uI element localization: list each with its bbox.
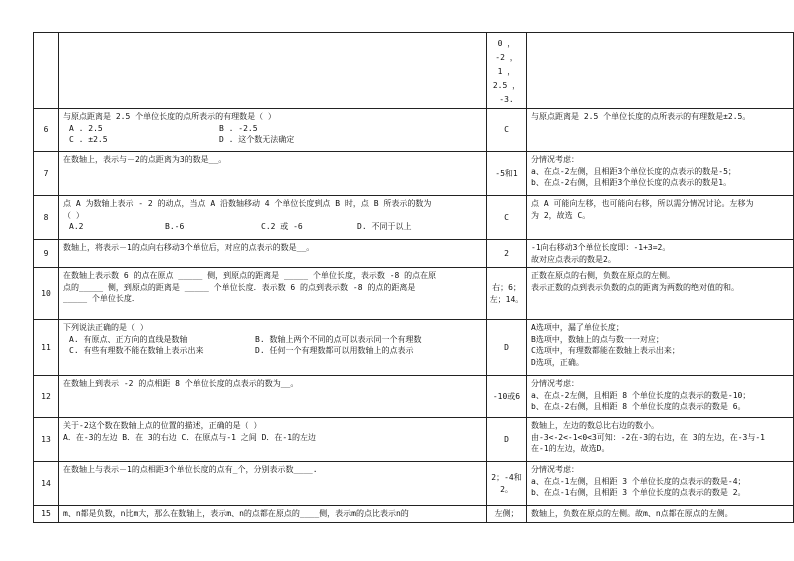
explanation-cell	[527, 376, 794, 418]
answer-text: 1 ，	[497, 67, 516, 76]
question-text: m、n都是负数，n比m大，那么在数轴上，表示m、n的点都在原点的____侧，表示m的点比表示n的	[63, 509, 409, 518]
question-cell	[59, 196, 487, 240]
question-number: 14	[34, 462, 59, 506]
explanation-cell	[527, 152, 794, 196]
option-row	[63, 123, 482, 135]
explanation-text: 分情况考虑：	[531, 465, 579, 474]
question-cell	[59, 109, 487, 152]
answer-text: 左；14。	[489, 294, 524, 304]
answer-cell	[487, 418, 527, 462]
question-number: 9	[34, 240, 59, 268]
explanation-text: D选项，正确。	[531, 357, 584, 367]
question-text: 在数轴上，表示与－2的点距离为3的数是__。	[63, 155, 227, 164]
table-row	[34, 462, 794, 506]
option-text: A. 有原点、正方向的直线是数轴	[69, 334, 188, 344]
answer-text: D	[504, 342, 509, 352]
question-text: 关于-2这个数在数轴上点的位置的描述，正确的是（ ）	[63, 421, 262, 430]
explanation-text: b、在点-2右侧，且相距3个单位长度的点表示的数是1。	[531, 178, 732, 187]
explanation-text: 表示正数的点到表示负数的点的距离为两数的绝对值的和。	[531, 282, 739, 292]
question-text: 在数轴上到表示 -2 的点相距 8 个单位长度的点表示的数为__。	[63, 379, 299, 388]
answer-cell	[487, 320, 527, 376]
question-text: 下列说法正确的是（ ）	[63, 323, 148, 332]
answer-cell	[487, 462, 527, 506]
answer-text: -3.	[499, 95, 514, 104]
answer-text: D	[504, 434, 509, 444]
explanation-text: 在-1的左边，故选D。	[531, 444, 610, 453]
explanation-cell	[527, 418, 794, 462]
explanation-text: 分情况考虑：	[531, 155, 579, 164]
option-text: D. 不同于以上	[357, 222, 412, 231]
table-row	[34, 109, 794, 152]
question-cell	[59, 418, 487, 462]
question-text: 与原点距离是 2.5 个单位长度的点所表示的有理数是（ ）	[63, 112, 276, 121]
explanation-text: b、在点-1右侧，且相距 3 个单位长度的点表示的数是 2。	[531, 488, 746, 497]
answer-text: C	[504, 212, 509, 222]
answer-text: -10或6	[492, 391, 521, 401]
explanation-text: B选项中，数轴上的点与数一一对应；	[531, 334, 664, 344]
question-text: A．在-3的左边 B．在 3的右边 C．在原点与-1 之间 D．在-1的左边	[63, 432, 317, 442]
answer-cell	[487, 240, 527, 268]
table-row	[34, 506, 794, 523]
table-row	[34, 320, 794, 376]
answer-text: 右；6；	[492, 283, 521, 292]
option-row	[63, 221, 482, 233]
question-cell	[59, 240, 487, 268]
explanation-text: 数轴上，负数在原点的左侧。故m、n点都在原点的左侧。	[531, 509, 733, 518]
table-row	[34, 418, 794, 462]
question-cell	[59, 320, 487, 376]
answer-text: 2；-4和	[491, 473, 522, 482]
answer-cell	[487, 152, 527, 196]
table-row	[34, 376, 794, 418]
explanation-text: 数轴上，左边的数总比右边的数小。	[531, 421, 659, 430]
question-text: 在数轴上与表示－1的点相距3个单位长度的点有_个，分别表示数____.	[63, 465, 318, 474]
option-row	[63, 334, 482, 346]
table-row	[34, 240, 794, 268]
option-text: C . ±2.5	[69, 135, 108, 144]
answer-cell	[487, 376, 527, 418]
answer-text: 2。	[500, 484, 513, 494]
option-text: B. 数轴上两个不同的点可以表示同一个有理数	[255, 334, 422, 344]
answer-table	[33, 32, 794, 523]
explanation-text: a、在点-2左侧，且相距 8 个单位长度的点表示的数是-10；	[531, 390, 751, 400]
explanation-cell	[527, 320, 794, 376]
answer-cell	[487, 196, 527, 240]
explanation-text: 正数在原点的右侧，负数在原点的左侧。	[531, 271, 675, 280]
question-text: _____ 个单位长度．	[63, 294, 140, 303]
explanation-cell	[527, 196, 794, 240]
table-row	[34, 152, 794, 196]
explanation-text: A选项中，漏了单位长度；	[531, 323, 624, 332]
question-number	[34, 33, 59, 109]
answer-text: 左侧；	[494, 509, 519, 519]
question-cell	[59, 268, 487, 320]
question-number: 8	[34, 196, 59, 240]
answer-text: -5和1	[495, 168, 518, 178]
explanation-text: C选项中，有理数都能在数轴上表示出来；	[531, 346, 680, 355]
option-text: D. 任何一个有理数都可以用数轴上的点表示	[255, 346, 414, 355]
table-row	[34, 33, 794, 109]
explanation-text: 与原点距离是 2.5 个单位长度的点所表示的有理数是±2.5。	[531, 112, 751, 121]
answer-text: -2 ，	[495, 53, 518, 62]
answer-text: 2.5 ，	[492, 81, 521, 90]
explanation-text: a、在点-2左侧，且相距3个单位长度的点表示的数是-5；	[531, 166, 736, 176]
question-text: 点的_____ 侧，到原点的距离是 _____ 个单位长度．表示数 6 的点到表示数 -8 的点的距离是	[63, 282, 416, 292]
explanation-cell	[527, 109, 794, 152]
explanation-text: 由-3<-2<-1<0<3可知：-2在-3的右边，在 3的左边，在-3与-1	[531, 432, 765, 442]
explanation-text: 点 A 可能向左移，也可能向右移，所以需分情况讨论。左移为	[531, 199, 754, 208]
question-cell	[59, 33, 487, 109]
question-cell	[59, 506, 487, 523]
question-number: 10	[34, 268, 59, 320]
explanation-text: 为 2，故选 C。	[531, 210, 591, 220]
answer-text: 0 ，	[497, 39, 516, 48]
explanation-text: -1向右移动3个单位长度即：-1+3=2。	[531, 243, 671, 252]
table-row	[34, 268, 794, 320]
explanation-cell	[527, 268, 794, 320]
explanation-cell	[527, 506, 794, 523]
answer-cell	[487, 268, 527, 320]
question-text: （ ）	[63, 210, 84, 220]
explanation-cell	[527, 462, 794, 506]
answer-text: 2	[504, 248, 509, 258]
table-row	[34, 196, 794, 240]
question-text: 点 A 为数轴上表示 - 2 的动点，当点 A 沿数轴移动 4 个单位长度到点 B 时，点 B 所表示的数为	[63, 199, 432, 208]
option-text: A.2	[69, 222, 84, 231]
explanation-text: 故对应点表示的数是2。	[531, 254, 616, 264]
question-number: 7	[34, 152, 59, 196]
explanation-text: a、在点-1左侧，且相距 3 个单位长度的点表示的数是-4；	[531, 476, 746, 486]
answer-cell	[487, 109, 527, 152]
option-text: C.2 或 -6	[261, 222, 303, 231]
option-text: C. 有些有理数不能在数轴上表示出来	[69, 346, 204, 355]
question-text: 数轴上，将表示－1的点向右移动3个单位后，对应的点表示的数是__。	[63, 243, 315, 252]
explanation-text: b、在点-2右侧，且相距 8 个单位长度的点表示的数是 6。	[531, 402, 746, 411]
answer-text: C	[504, 125, 509, 135]
answer-cell	[487, 33, 527, 109]
question-cell	[59, 462, 487, 506]
option-row	[63, 345, 482, 357]
option-text: B.-6	[165, 222, 185, 231]
question-number: 13	[34, 418, 59, 462]
option-text: D . 这个数无法确定	[219, 135, 295, 144]
option-row	[63, 134, 482, 146]
question-text: 在数轴上表示数 6 的点在原点 _____ 侧，到原点的距离是 _____ 个单位长度，表示数 -8 的点在原	[63, 271, 437, 280]
question-number: 12	[34, 376, 59, 418]
question-number: 6	[34, 109, 59, 152]
question-number: 15	[34, 506, 59, 523]
answer-cell	[487, 506, 527, 523]
explanation-text: 分情况考虑：	[531, 379, 579, 388]
question-cell	[59, 152, 487, 196]
question-cell	[59, 376, 487, 418]
question-number: 11	[34, 320, 59, 376]
explanation-cell	[527, 33, 794, 109]
option-text: A . 2.5	[69, 123, 103, 133]
option-text: B . -2.5	[219, 123, 258, 133]
explanation-cell	[527, 240, 794, 268]
